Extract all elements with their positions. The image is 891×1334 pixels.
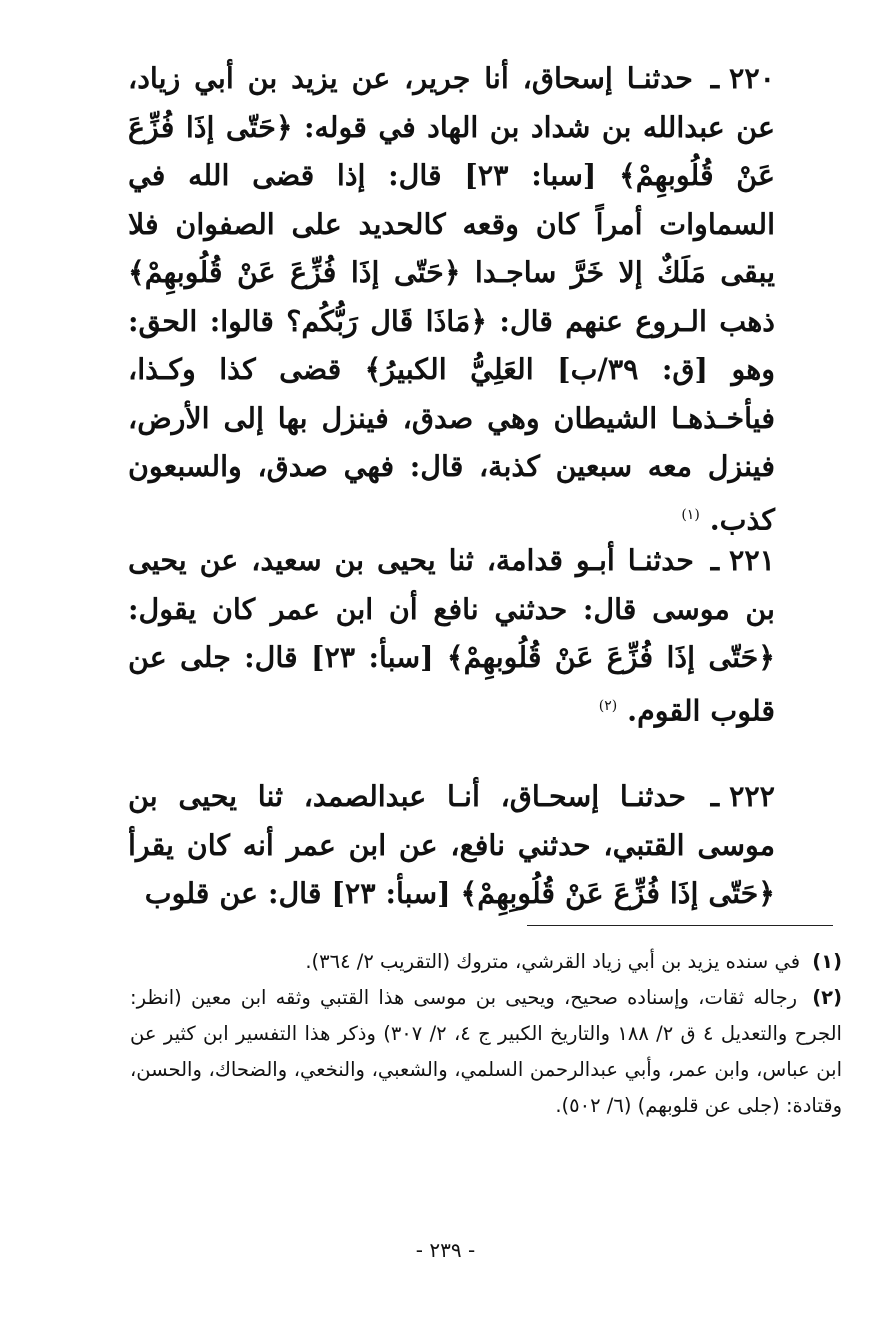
footnote-reference: (٢) xyxy=(598,697,618,714)
footnotes xyxy=(130,944,842,1124)
footnote-number: (٢) xyxy=(812,986,842,1009)
hadith-text: حدثنـا أبـو قدامة، ثنا يحيى بن سعيد، عن يحيى بن موسى قال: حدثني نافع أن ابن عمر كان يقول: ﴿حَتّى إذَا فُزِّعَ عَنْ قُلُوبهِمْ﴾ [سبأ: ٢٣] قال: جلى عن قلوب القوم. xyxy=(128,543,775,727)
hadith-number: ٢٢٠ ـ xyxy=(710,61,775,95)
hadith-text: حدثنـا إسحـاق، أنـا عبدالصمد، ثنا يحيى بن موسى القتبي، حدثني نافع، عن ابن عمر أنه كان يقرأ ﴿حَتّى إذَا فُزِّعَ عَنْ قُلُوبِهِمْ﴾ [سبأ: ٢٣] قال: عن قلوب xyxy=(128,779,775,910)
hadith-number: ٢٢٢ ـ xyxy=(710,779,775,813)
hadith-220 xyxy=(128,54,775,544)
footnote-number: (١) xyxy=(812,950,842,973)
page-number: - ٢٣٩ - xyxy=(415,1238,476,1262)
footnote-reference: (١) xyxy=(681,506,700,523)
footnote-text: رجاله ثقات، وإسناده صحيح، ويحيى بن موسى هذا القتبي وثقه ابن معين (انظر: الجرح والتعديل ٤ ق ٢/ ١٨٨ والتاريخ الكبير ج ٤، ٢/ ٣٠٧) وذكر هذا التفسير ابن كثير عن ابن عباس، وابن عمر، وأبي عبدالرحمن السلمي، والشعبي، والنخعي، والضحاك، والحسن، وقتادة: (جلى عن قلوبهم) (٦/ ٥٠٢). xyxy=(130,986,842,1117)
hadith-number: ٢٢١ ـ xyxy=(710,543,775,577)
hadith-222 xyxy=(128,772,775,918)
hadith-221 xyxy=(128,536,775,735)
hadith-text: حدثنـا إسحاق، أنا جرير، عن يزيد بن أبي زياد، عن عبدالله بن شداد بن الهاد في قوله: ﴿حَتّى إذَا فُزِّعَ عَنْ قُلُوبهِمْ﴾ [سبا: ٢٣] قال: إذا قضى الله في السماوات أمراً كان وقعه كالحديد على الصفوان فلا يبقى مَلَكٌ إلا خَرَّ ساجـدا ﴿حَتّى إذَا فُزِّعَ عَنْ قُلُوبهِمْ﴾ ذهب الـروع عنهم قال: ﴿مَاذَا قَال رَبُّكُم؟ قالوا: الحق: وهو [ق: ٣٩/ب] العَلِيُّ الكبيرُ﴾ قضى كذا وكـذا، فيأخـذهـا الشيطان وهي صدق، فينزل بها إلى الأرض، فينزل معه سبعين كذبة، قال: فهي صدق، والسبعون كذب. xyxy=(128,61,776,536)
footnote-2 xyxy=(130,980,842,1124)
footnote-text: في سنده يزيد بن أبي زياد القرشي، متروك (التقريب ٢/ ٣٦٤). xyxy=(305,950,801,973)
footnote-separator xyxy=(527,925,833,926)
footnote-1 xyxy=(130,944,842,980)
